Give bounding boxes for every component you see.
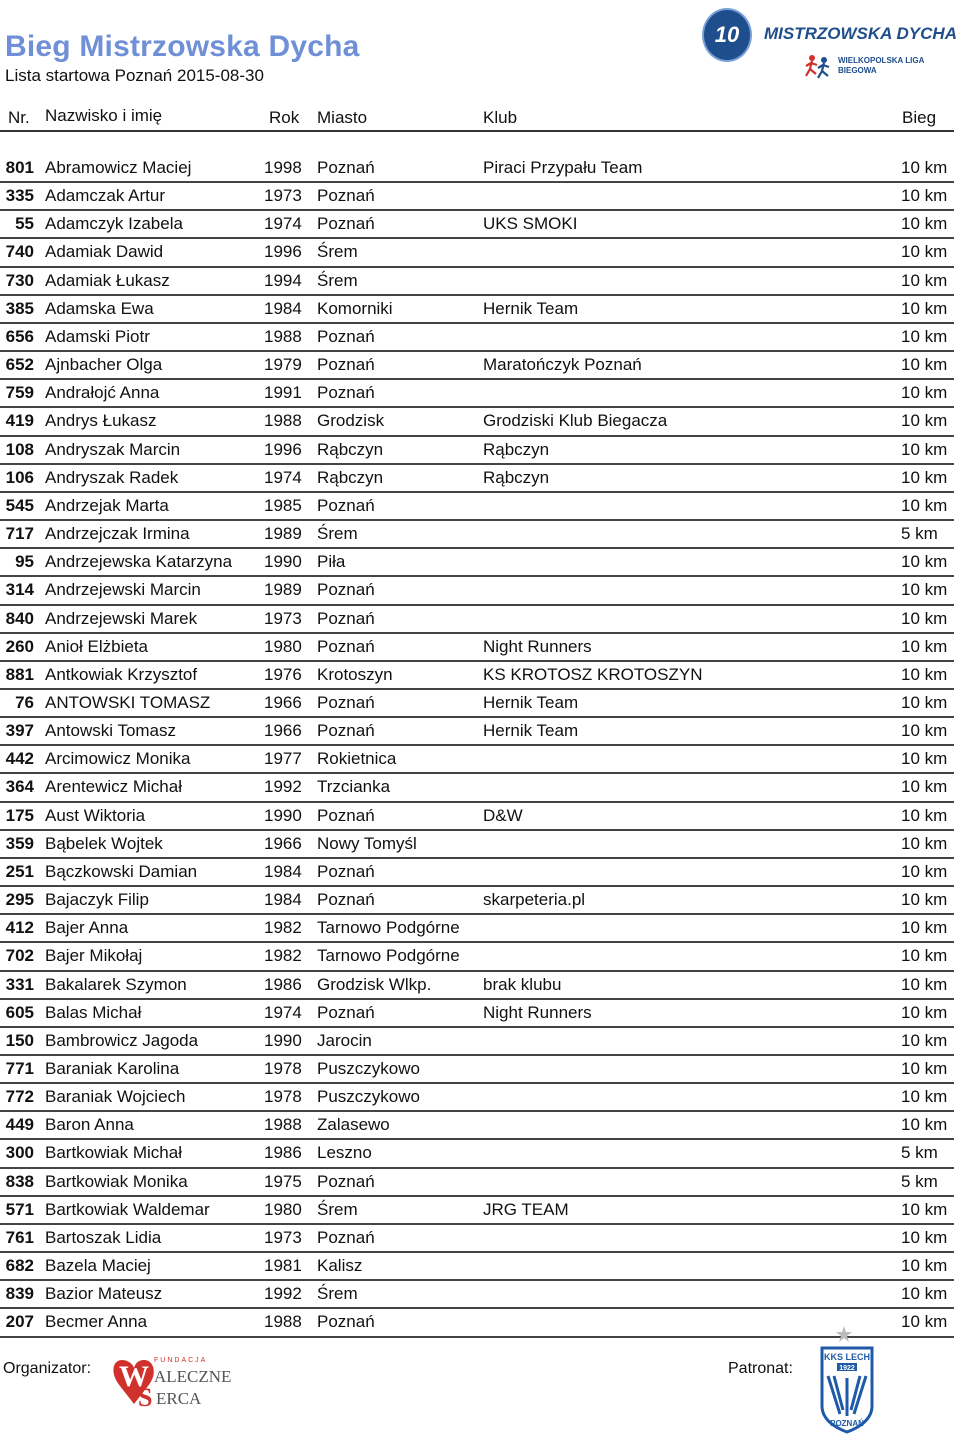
runner-city: Piła (317, 552, 346, 572)
runner-year: 1994 (264, 270, 302, 290)
runner-year: 1991 (264, 383, 302, 403)
runner-city: Rąbczyn (317, 439, 384, 459)
runner-number: 106 (5, 467, 34, 487)
runner-city: Poznań (317, 1171, 375, 1191)
runner-distance: 10 km (901, 1284, 948, 1304)
walczne-serca-logo (108, 1352, 232, 1424)
runner-number: 76 (15, 692, 34, 712)
runner-city: Śrem (317, 1284, 358, 1304)
runner-distance: 5 km (901, 1143, 938, 1163)
runner-name: Bambrowicz Jagoda (45, 1030, 199, 1050)
runner-year: 1992 (264, 1284, 302, 1304)
table-row (0, 1225, 954, 1253)
runner-distance: 10 km (901, 411, 948, 431)
runner-city: Poznań (317, 805, 375, 825)
runner-year: 1966 (264, 692, 302, 712)
runner-distance: 10 km (901, 1312, 948, 1332)
runner-number: 314 (5, 580, 34, 600)
runner-name: ANTOWSKI TOMASZ (45, 692, 211, 712)
runner-year: 1977 (264, 749, 302, 769)
runner-year: 1982 (264, 918, 302, 938)
runner-year: 1989 (264, 524, 302, 544)
runner-name: Adamska Ewa (45, 298, 154, 318)
runner-city: Kalisz (317, 1256, 363, 1276)
runner-club: UKS SMOKI (483, 214, 578, 234)
runner-number: 207 (5, 1312, 34, 1332)
runner-city: Puszczykowo (317, 1087, 420, 1107)
runner-name: Antkowiak Krzysztof (45, 664, 198, 684)
table-row (0, 577, 954, 605)
runner-city: Poznań (317, 186, 375, 206)
runner-number: 838 (5, 1171, 34, 1191)
table-row (0, 268, 954, 296)
runner-city: Zalasewo (317, 1115, 390, 1135)
runner-number: 840 (5, 608, 34, 628)
runner-number: 772 (5, 1087, 34, 1107)
col-name: Nazwisko i imię (45, 106, 163, 125)
runner-club: Hernik Team (483, 692, 579, 712)
runner-club: D&W (483, 805, 523, 825)
runner-distance: 10 km (901, 383, 948, 403)
runner-distance: 10 km (901, 608, 948, 628)
runner-city: Nowy Tomyśl (317, 833, 417, 853)
runner-year: 1988 (264, 1312, 302, 1332)
runner-city: Poznań (317, 721, 375, 741)
table-row (0, 690, 954, 718)
runner-city: Grodzisk Wlkp. (317, 974, 432, 994)
runner-name: Bartoszak Lidia (45, 1227, 162, 1247)
table-row (0, 1112, 954, 1140)
runner-city: Śrem (317, 270, 358, 290)
runner-name: Anioł Elżbieta (45, 636, 149, 656)
runner-name: Bakalarek Szymon (45, 974, 187, 994)
runner-distance: 10 km (901, 946, 948, 966)
runner-number: 717 (5, 524, 34, 544)
runner-name: Arentewicz Michał (45, 777, 182, 797)
table-row (0, 155, 954, 183)
runner-city: Śrem (317, 524, 358, 544)
runner-name: Andrzejczak Irmina (45, 524, 190, 544)
runner-number: 761 (5, 1227, 34, 1247)
runner-number: 419 (5, 411, 34, 431)
table-row (0, 296, 954, 324)
runner-club: Grodziski Klub Biegacza (483, 411, 668, 431)
table-row (0, 1000, 954, 1028)
runner-name: Bartkowiak Michał (45, 1143, 182, 1163)
svg-text:KKS LECH: KKS LECH (823, 1352, 871, 1362)
runner-year: 1984 (264, 861, 302, 881)
table-row (0, 493, 954, 521)
page-title: Bieg Mistrzowska Dycha (5, 30, 360, 63)
table-row (0, 465, 954, 493)
runner-city: Tarnowo Podgórne (317, 918, 460, 938)
mistrzowska-dycha-logo (700, 4, 958, 90)
runner-year: 1989 (264, 580, 302, 600)
runner-number: 175 (5, 805, 34, 825)
runner-name: Baron Anna (45, 1115, 134, 1135)
runner-name: Andrałojć Anna (45, 383, 160, 403)
runner-city: Tarnowo Podgórne (317, 946, 460, 966)
start-list (0, 155, 954, 1338)
runner-club: Maratończyk Poznań (483, 355, 642, 375)
table-row (0, 1309, 954, 1337)
table-row (0, 831, 954, 859)
runner-distance: 10 km (901, 1227, 948, 1247)
runner-number: 771 (5, 1059, 34, 1078)
runner-distance: 10 km (901, 721, 948, 741)
table-row (0, 1140, 954, 1168)
runner-name: Andrzejewska Katarzyna (45, 552, 233, 572)
runner-city: Śrem (317, 242, 358, 262)
page-subtitle: Lista startowa Poznań 2015-08-30 (5, 66, 264, 85)
runner-club: Night Runners (483, 1002, 592, 1022)
svg-text:ALECZNE: ALECZNE (154, 1367, 232, 1386)
runners-icon (804, 52, 834, 82)
table-row (0, 915, 954, 943)
runner-name: Antowski Tomasz (45, 721, 177, 741)
runner-city: Poznań (317, 580, 375, 600)
runner-club: JRG TEAM (483, 1199, 569, 1219)
runner-number: 730 (5, 270, 34, 290)
runner-distance: 10 km (901, 495, 948, 515)
runner-year: 1988 (264, 1115, 302, 1135)
runner-city: Krotoszyn (317, 664, 393, 684)
runner-distance: 10 km (901, 270, 948, 290)
runner-name: Arcimowicz Monika (45, 749, 191, 769)
runner-name: Andrys Łukasz (45, 411, 157, 431)
runner-year: 1975 (264, 1171, 302, 1191)
runner-name: Bajer Mikołaj (45, 946, 143, 966)
runner-distance: 10 km (901, 1030, 948, 1050)
col-distance: Bieg (902, 108, 937, 127)
runner-number: 545 (5, 495, 34, 515)
runner-number: 95 (15, 552, 34, 572)
runner-year: 1985 (264, 495, 302, 515)
runner-number: 335 (5, 186, 34, 206)
runner-number: 150 (5, 1030, 34, 1050)
runner-name: Andrzejewski Marcin (45, 580, 201, 600)
runner-name: Bazela Maciej (45, 1256, 151, 1276)
runner-number: 449 (5, 1115, 34, 1135)
runner-year: 1973 (264, 186, 302, 206)
runner-year: 1990 (264, 1030, 302, 1050)
runner-year: 1992 (264, 777, 302, 797)
runner-name: Balas Michał (45, 1002, 142, 1022)
runner-distance: 10 km (901, 749, 948, 769)
runner-number: 839 (5, 1284, 34, 1304)
runner-number: 571 (5, 1199, 34, 1219)
runner-city: Trzcianka (317, 777, 391, 797)
runner-number: 251 (5, 861, 34, 881)
runner-year: 1974 (264, 1002, 302, 1022)
runner-distance: 10 km (901, 692, 948, 712)
runner-distance: 10 km (901, 1199, 948, 1219)
table-row (0, 943, 954, 971)
table-row (0, 774, 954, 802)
table-row (0, 352, 954, 380)
runner-distance: 10 km (901, 326, 948, 346)
runner-year: 1974 (264, 467, 302, 487)
runner-distance: 10 km (901, 580, 948, 600)
runner-city: Leszno (317, 1143, 372, 1163)
runner-name: Bartkowiak Waldemar (45, 1199, 210, 1219)
runner-distance: 5 km (901, 524, 938, 544)
runner-city: Poznań (317, 383, 375, 403)
runner-name: Aust Wiktoria (45, 805, 146, 825)
table-row (0, 1084, 954, 1112)
runner-club: KS KROTOSZ KROTOSZYN (483, 664, 703, 684)
col-nr: Nr. (8, 108, 30, 127)
runner-distance: 10 km (901, 1087, 948, 1107)
runner-distance: 10 km (901, 298, 948, 318)
runner-name: Adamski Piotr (45, 326, 150, 346)
runner-year: 1996 (264, 439, 302, 459)
runner-year: 1990 (264, 552, 302, 572)
col-club: Klub (483, 108, 518, 127)
runner-city: Poznań (317, 326, 375, 346)
runner-year: 1973 (264, 1227, 302, 1247)
runner-number: 359 (5, 833, 34, 853)
runner-year: 1966 (264, 833, 302, 853)
runner-number: 652 (5, 355, 34, 375)
runner-name: Andrzejewski Marek (45, 608, 198, 628)
runner-distance: 10 km (901, 664, 948, 684)
runner-year: 1981 (264, 1256, 302, 1276)
runner-city: Poznań (317, 1227, 375, 1247)
table-row (0, 634, 954, 662)
runner-distance: 10 km (901, 1002, 948, 1022)
runner-distance: 10 km (901, 214, 948, 234)
runner-distance: 10 km (901, 805, 948, 825)
logo-subtitle: WIELKOPOLSKA LIGA BIEGOWA (838, 56, 925, 75)
patron-label: Patronat: (728, 1360, 793, 1377)
runner-name: Adamiak Dawid (45, 242, 164, 262)
table-row (0, 1197, 954, 1225)
runner-number: 682 (5, 1256, 34, 1276)
svg-text:POZNAŃ: POZNAŃ (830, 1419, 864, 1428)
table-row (0, 408, 954, 436)
runner-number: 397 (5, 721, 34, 741)
runner-number: 385 (5, 298, 34, 318)
runner-name: Baraniak Wojciech (45, 1087, 186, 1107)
runner-distance: 10 km (901, 861, 948, 881)
runner-number: 331 (5, 974, 34, 994)
runner-name: Bartkowiak Monika (45, 1171, 188, 1191)
runner-name: Andryszak Radek (45, 467, 179, 487)
runner-name: Bajer Anna (45, 918, 129, 938)
runner-year: 1976 (264, 664, 302, 684)
runner-name: Adamczyk Izabela (45, 214, 183, 234)
runner-name: Adamiak Łukasz (45, 270, 170, 290)
runner-year: 1986 (264, 1143, 302, 1163)
runner-club: Piraci Przypału Team (483, 158, 643, 177)
runner-club: Night Runners (483, 636, 592, 656)
table-row (0, 803, 954, 831)
runner-number: 801 (5, 158, 34, 177)
runner-number: 260 (5, 636, 34, 656)
runner-year: 1984 (264, 298, 302, 318)
col-year: Rok (269, 108, 300, 127)
runner-club: Rąbczyn (483, 439, 550, 459)
runner-number: 55 (15, 214, 34, 234)
table-row (0, 324, 954, 352)
runner-distance: 10 km (901, 467, 948, 487)
table-row (0, 239, 954, 267)
runner-city: Poznań (317, 636, 375, 656)
runner-name: Bączkowski Damian (45, 861, 198, 881)
runner-city: Rąbczyn (317, 467, 384, 487)
runner-name: Bazior Mateusz (45, 1284, 163, 1304)
runner-distance: 10 km (901, 777, 948, 797)
table-row (0, 718, 954, 746)
table-row (0, 549, 954, 577)
runner-number: 881 (5, 664, 34, 684)
runner-number: 605 (5, 1002, 34, 1022)
runner-distance: 10 km (901, 890, 948, 910)
table-row (0, 972, 954, 1000)
runner-distance: 10 km (901, 636, 948, 656)
runner-city: Grodzisk (317, 411, 385, 431)
svg-text:FUNDACJA: FUNDACJA (154, 1357, 208, 1364)
table-row (0, 183, 954, 211)
table-row (0, 1028, 954, 1056)
runner-year: 1982 (264, 946, 302, 966)
logo-number-badge: 10 (702, 8, 752, 62)
table-row (0, 887, 954, 915)
table-row (0, 437, 954, 465)
runner-year: 1973 (264, 608, 302, 628)
table-row (0, 1169, 954, 1197)
runner-number: 740 (5, 242, 34, 262)
organizer-label: Organizator: (3, 1360, 92, 1377)
runner-year: 1978 (264, 1087, 302, 1107)
runner-year: 1978 (264, 1059, 302, 1078)
runner-number: 108 (5, 439, 34, 459)
runner-city: Poznań (317, 608, 375, 628)
runner-year: 1988 (264, 326, 302, 346)
runner-year: 1979 (264, 355, 302, 375)
runner-name: Adamczak Artur (45, 186, 165, 206)
runner-name: Andrzejak Marta (45, 495, 169, 515)
table-row (0, 606, 954, 634)
runner-club: brak klubu (483, 974, 562, 994)
runner-city: Poznań (317, 861, 375, 881)
runner-distance: 10 km (901, 1059, 948, 1078)
table-row (0, 521, 954, 549)
runner-year: 1990 (264, 805, 302, 825)
runner-distance: 10 km (901, 355, 948, 375)
runner-year: 1966 (264, 721, 302, 741)
runner-number: 702 (5, 946, 34, 966)
runner-distance: 10 km (901, 186, 948, 206)
table-row (0, 746, 954, 774)
svg-text:ERCA: ERCA (156, 1389, 202, 1408)
runner-number: 295 (5, 890, 34, 910)
col-city: Miasto (317, 108, 368, 127)
runner-club: Hernik Team (483, 298, 579, 318)
runner-city: Poznań (317, 495, 375, 515)
runner-year: 1984 (264, 890, 302, 910)
runner-city: Rokietnica (317, 749, 397, 769)
table-row (0, 380, 954, 408)
runner-year: 1974 (264, 214, 302, 234)
svg-text:W: W (119, 1360, 149, 1393)
runner-year: 1998 (264, 158, 302, 177)
runner-distance: 10 km (901, 158, 948, 177)
runner-city: Poznań (317, 1002, 375, 1022)
runner-distance: 10 km (901, 552, 948, 572)
runner-year: 1996 (264, 242, 302, 262)
runner-number: 412 (5, 918, 34, 938)
runner-name: Andryszak Marcin (45, 439, 181, 459)
runner-city: Jarocin (317, 1030, 372, 1050)
table-header (0, 104, 954, 132)
runner-name: Baraniak Karolina (45, 1059, 180, 1078)
runner-year: 1980 (264, 1199, 302, 1219)
runner-city: Puszczykowo (317, 1059, 420, 1078)
runner-number: 442 (5, 749, 34, 769)
runner-city: Poznań (317, 214, 375, 234)
runner-city: Poznań (317, 1312, 375, 1332)
runner-number: 759 (5, 383, 34, 403)
runner-city: Poznań (317, 355, 375, 375)
runner-city: Śrem (317, 1199, 358, 1219)
table-row (0, 662, 954, 690)
runner-distance: 10 km (901, 242, 948, 262)
runner-name: Ajnbacher Olga (45, 355, 163, 375)
runner-name: Bajaczyk Filip (45, 890, 149, 910)
runner-name: Bąbelek Wojtek (45, 833, 163, 853)
runner-city: Poznań (317, 890, 375, 910)
runner-year: 1986 (264, 974, 302, 994)
table-row (0, 211, 954, 239)
runner-name: Becmer Anna (45, 1312, 148, 1332)
runner-club: Hernik Team (483, 721, 579, 741)
runner-year: 1988 (264, 411, 302, 431)
runner-city: Poznań (317, 158, 375, 177)
runner-year: 1980 (264, 636, 302, 656)
runner-distance: 5 km (901, 1171, 938, 1191)
runner-name: Abramowicz Maciej (45, 158, 192, 177)
runner-distance: 10 km (901, 833, 948, 853)
runner-distance: 10 km (901, 1115, 948, 1135)
runner-distance: 10 km (901, 974, 948, 994)
runner-city: Poznań (317, 692, 375, 712)
runner-city: Komorniki (317, 298, 393, 318)
table-row (0, 1253, 954, 1281)
svg-text:S: S (138, 1383, 153, 1412)
runner-distance: 10 km (901, 918, 948, 938)
runner-club: skarpeteria.pl (483, 890, 586, 910)
svg-text:1922: 1922 (839, 1365, 855, 1372)
runner-number: 656 (5, 326, 34, 346)
runner-distance: 10 km (901, 439, 948, 459)
runner-number: 364 (5, 777, 34, 797)
logo-name: MISTRZOWSKA DYCHA (764, 24, 957, 43)
table-row (0, 859, 954, 887)
table-row (0, 1281, 954, 1309)
runner-number: 300 (5, 1143, 34, 1163)
runner-distance: 10 km (901, 1256, 948, 1276)
runner-club: Rąbczyn (483, 467, 550, 487)
kks-lech-logo (818, 1326, 876, 1434)
table-row (0, 1056, 954, 1084)
